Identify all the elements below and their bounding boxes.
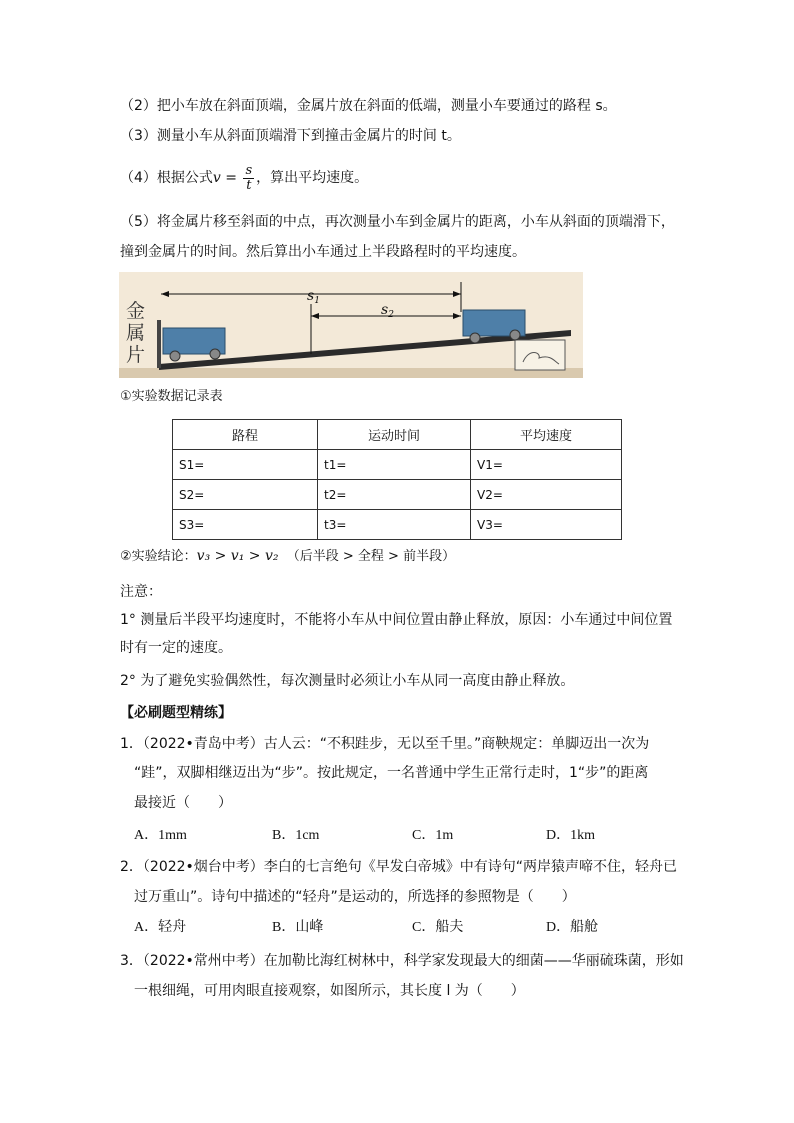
question-2-option-d[interactable]: D．船舱 [546, 920, 599, 935]
cell-t1: t1= [318, 450, 471, 480]
note-1-line2: 时有一定的速度。 [120, 640, 232, 656]
note-1-line1: 1° 测量后半段平均速度时，不能将小车从中间位置由静止释放，原因：小车通过中间位置 [120, 612, 673, 628]
conclusion-expression: v₃ > v₁ > v₂ [196, 548, 279, 564]
cart-bottom-wheel-front [210, 349, 220, 359]
question-1-option-c[interactable]: C．1m [412, 828, 454, 843]
section-title: 【必刷题型精练】 [120, 705, 232, 721]
step-5-line1: （5）将金属片移至斜面的中点，再次测量小车到金属片的距离，小车从斜面的顶端滑下， [120, 214, 675, 230]
step-4-suffix: ，算出平均速度。 [256, 170, 369, 186]
question-1-option-d[interactable]: D．1km [546, 828, 595, 843]
notes-heading: 注意： [120, 584, 162, 600]
formula-fraction [243, 164, 254, 193]
table-row [173, 510, 622, 540]
header-distance: 路程 [173, 420, 318, 450]
ground [119, 368, 583, 378]
formula-v: v [212, 170, 221, 186]
question-1-option-a[interactable]: A．1mm [134, 828, 187, 843]
question-3-line2: 一根细绳，可用肉眼直接观察，如图所示，其长度 l 为（ ） [134, 983, 525, 999]
step-4-prefix: （4）根据公式 [120, 170, 213, 186]
cell-s1: S1= [173, 450, 318, 480]
step-4 [120, 160, 368, 196]
question-2-option-b[interactable]: B．山峰 [272, 920, 324, 935]
formula-denominator: t [246, 177, 252, 193]
cart-top-wheel-rear [470, 333, 480, 343]
step-3: （3）测量小车从斜面顶端滑下到撞击金属片的时间 t。 [120, 128, 461, 144]
question-2-option-a[interactable]: A．轻舟 [134, 920, 187, 935]
question-1-option-b[interactable]: B．1cm [272, 828, 320, 843]
question-2-line1: 2．（2022•烟台中考）李白的七言绝句《早发白帝城》中有诗句“两岸猿声啼不住，轻舟已 [120, 859, 678, 875]
formula-numerator: s [245, 162, 253, 178]
conclusion-prefix: ②实验结论： [120, 549, 197, 564]
table-row [173, 480, 622, 510]
cart-top-wheel-front [510, 330, 520, 340]
s2-label: $s_2$ [381, 302, 394, 320]
table-header-row [173, 420, 622, 450]
support-block [515, 340, 565, 370]
cart-bottom-wheel-rear [170, 351, 180, 361]
question-1-line1: 1．（2022•青岛中考）古人云：“不积跬步，无以至千里。”商鞅规定：单脚迈出一次为 [120, 736, 650, 752]
cell-s2: S2= [173, 480, 318, 510]
note-2: 2° 为了避免实验偶然性，每次测量时必须让小车从同一高度由静止释放。 [120, 673, 575, 689]
conclusion-note: （后半段 > 全程 > 前半段） [286, 549, 456, 564]
question-3-line1: 3．（2022•常州中考）在加勒比海红树林中，科学家发现最大的细菌——华丽硫珠菌，形如 [120, 953, 684, 969]
incline-figure [119, 272, 583, 378]
cell-v2: V2= [471, 480, 622, 510]
metal-plate-label: 金属片 [126, 300, 146, 366]
question-1-line2: “跬”，双脚相继迈出为“步”。按此规定，一名普通中学生正常行走时，1“步”的距离 [134, 765, 649, 781]
cell-s3: S3= [173, 510, 318, 540]
data-table [172, 419, 622, 540]
conclusion [120, 546, 455, 567]
table-row [173, 450, 622, 480]
s1-label: $s_1$ [307, 288, 320, 306]
header-time: 运动时间 [318, 420, 471, 450]
header-speed: 平均速度 [471, 420, 622, 450]
cell-v1: V1= [471, 450, 622, 480]
question-1-line3: 最接近（ ） [134, 795, 232, 811]
step-2: （2）把小车放在斜面顶端，金属片放在斜面的低端，测量小车要通过的路程 s。 [120, 98, 617, 114]
cell-t2: t2= [318, 480, 471, 510]
cell-v3: V3= [471, 510, 622, 540]
question-2-line2: 过万重山”。诗句中描述的“轻舟”是运动的，所选择的参照物是（ ） [134, 889, 576, 905]
question-2-option-c[interactable]: C．船夫 [412, 920, 464, 935]
cell-t3: t3= [318, 510, 471, 540]
formula-equals: = [220, 170, 242, 186]
table-caption: ①实验数据记录表 [120, 389, 223, 404]
metal-plate [157, 320, 161, 368]
step-5-line2: 撞到金属片的时间。然后算出小车通过上半段路程时的平均速度。 [120, 244, 526, 260]
